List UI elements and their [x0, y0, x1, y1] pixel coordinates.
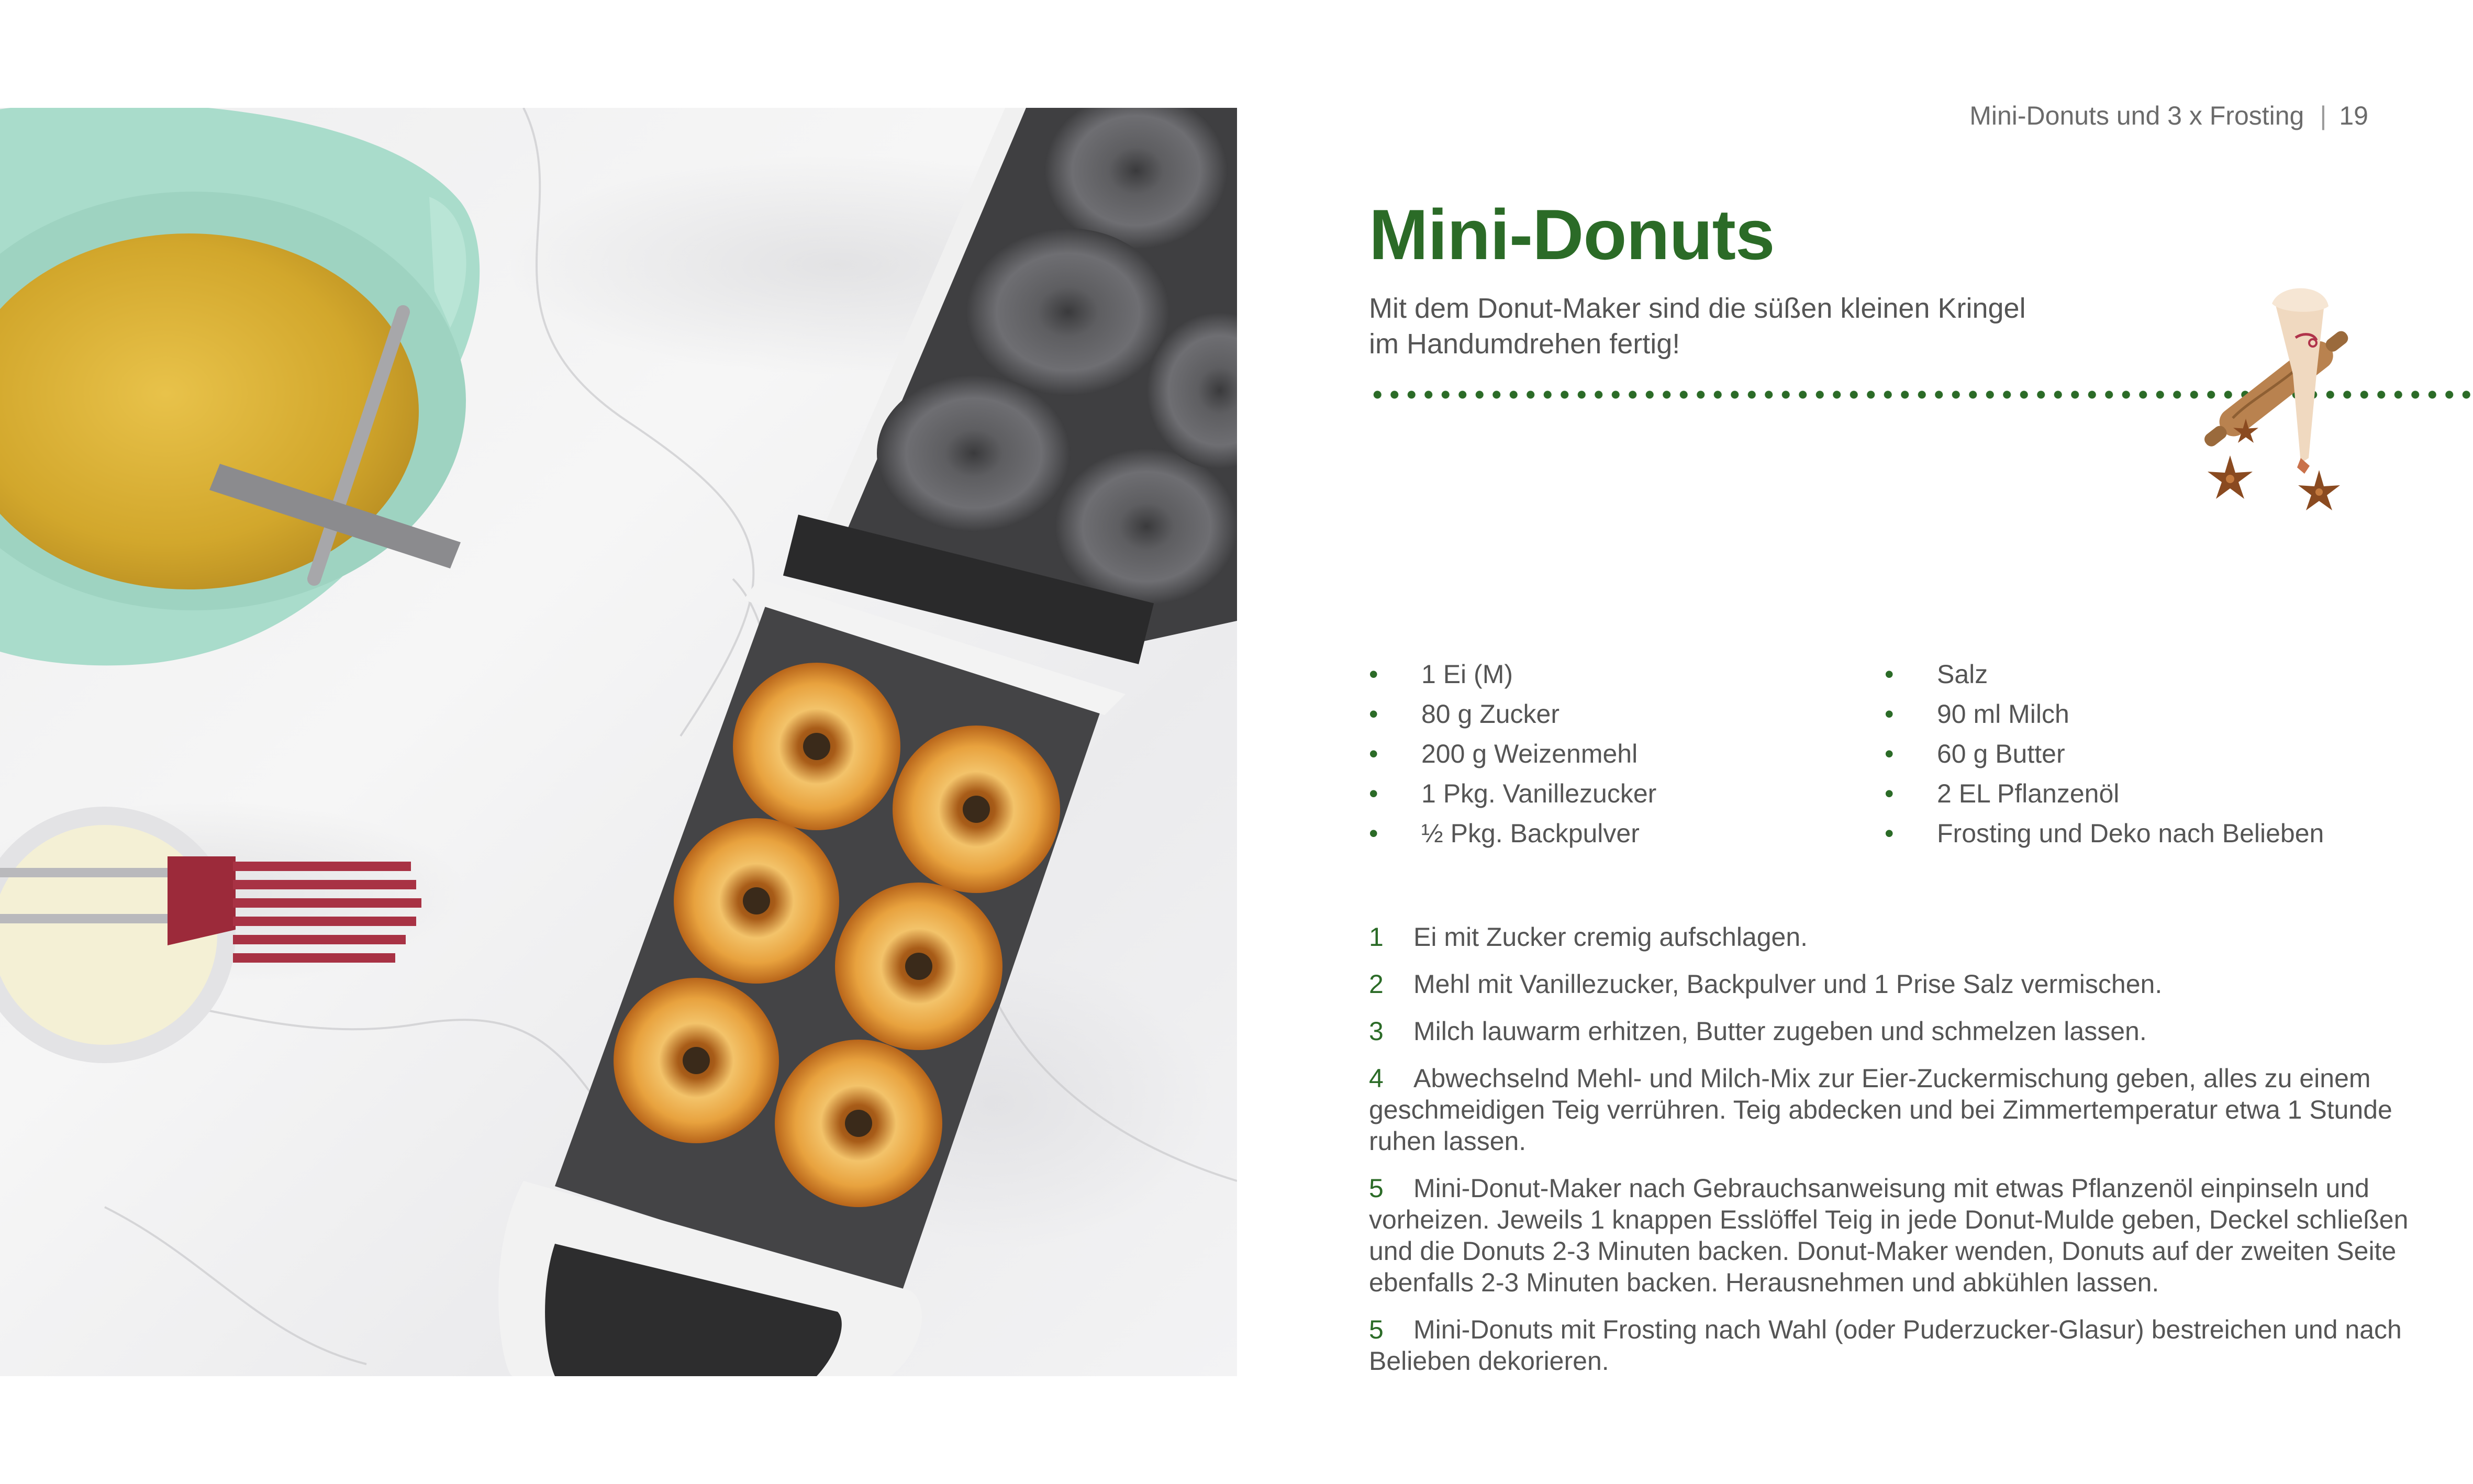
preparation-steps — [1369, 921, 2411, 1392]
step-number: 1 — [1369, 922, 1384, 952]
ingredient-item: • 60 g Butter — [1885, 734, 2324, 774]
ingredient-column-left — [1369, 654, 1885, 853]
donut-maker-scene — [0, 108, 1237, 1376]
step-3 — [1369, 1016, 2411, 1047]
step-text: Mini-Donuts mit Frosting nach Wahl (oder Puderzucker-Glasur) bestreichen und nach Belieben dekorieren. — [1369, 1315, 2402, 1376]
ingredient-item: • ½ Pkg. Backpulver — [1369, 813, 1885, 853]
page-number: 19 — [2339, 101, 2368, 130]
ingredient-column-right — [1885, 654, 2324, 853]
step-number: 5 — [1369, 1174, 1384, 1203]
step-5 — [1369, 1173, 2411, 1298]
recipe-photo — [0, 108, 1237, 1376]
running-head — [1969, 101, 2368, 131]
running-title: Mini-Donuts und 3 x Frosting — [1969, 101, 2304, 130]
step-1 — [1369, 921, 2411, 953]
ingredient-item: • 80 g Zucker — [1369, 694, 1885, 734]
step-text: Mini-Donut-Maker nach Gebrauchsanweisung mit etwas Pflanzenöl einpinseln und vorheizen. Jeweils 1 knappen Esslöffel Teig in jede Donut-Mulde geben, Deckel schließen und die Donuts 2-3 Minuten backen. Donut-Maker wenden, Donuts auf der zweiten Seite ebenfalls 2-3 Minuten backen. Herausnehmen und abkühlen lassen. — [1369, 1174, 2409, 1297]
donut-maker — [498, 108, 1237, 1376]
step-number: 2 — [1369, 969, 1384, 999]
ingredient-item: • 2 EL Pflanzenöl — [1885, 774, 2324, 813]
step-2 — [1369, 968, 2411, 1000]
step-text: Milch lauwarm erhitzen, Butter zugeben und schmelzen lassen. — [1413, 1017, 2147, 1046]
step-4 — [1369, 1063, 2411, 1157]
recipe-title: Mini-Donuts — [1369, 195, 1775, 274]
ingredient-item: • 1 Ei (M) — [1369, 654, 1885, 694]
step-number: 5 — [1369, 1315, 1384, 1344]
step-6 — [1369, 1314, 2411, 1377]
ingredient-item: • Frosting und Deko nach Belieben — [1885, 813, 2324, 853]
ingredient-item: • 1 Pkg. Vanillezucker — [1369, 774, 1885, 813]
step-text: Abwechselnd Mehl- und Milch-Mix zur Eier-Zuckermischung geben, alles zu einem geschmeidigen Teig verrühren. Teig abdecken und bei Zimmertemperatur etwa 1 Stunde ruhen lassen. — [1369, 1064, 2392, 1156]
baking-illustration-icon — [2188, 285, 2366, 531]
mixing-bowl — [0, 108, 480, 665]
ingredient-item: • 200 g Weizenmehl — [1369, 734, 1885, 774]
step-text: Mehl mit Vanillezucker, Backpulver und 1 Prise Salz vermischen. — [1413, 969, 2163, 999]
ingredient-list — [1369, 654, 2405, 853]
step-number: 3 — [1369, 1017, 1384, 1046]
recipe-subtitle: Mit dem Donut-Maker sind die süßen kleinen Kringel im Handumdrehen fertig! — [1369, 293, 2026, 360]
step-text: Ei mit Zucker cremig aufschlagen. — [1413, 922, 1808, 952]
step-number: 4 — [1369, 1064, 1384, 1093]
header-separator: | — [2320, 101, 2327, 130]
ingredient-item: • Salz — [1885, 654, 2324, 694]
ingredient-item: • 90 ml Milch — [1885, 694, 2324, 734]
